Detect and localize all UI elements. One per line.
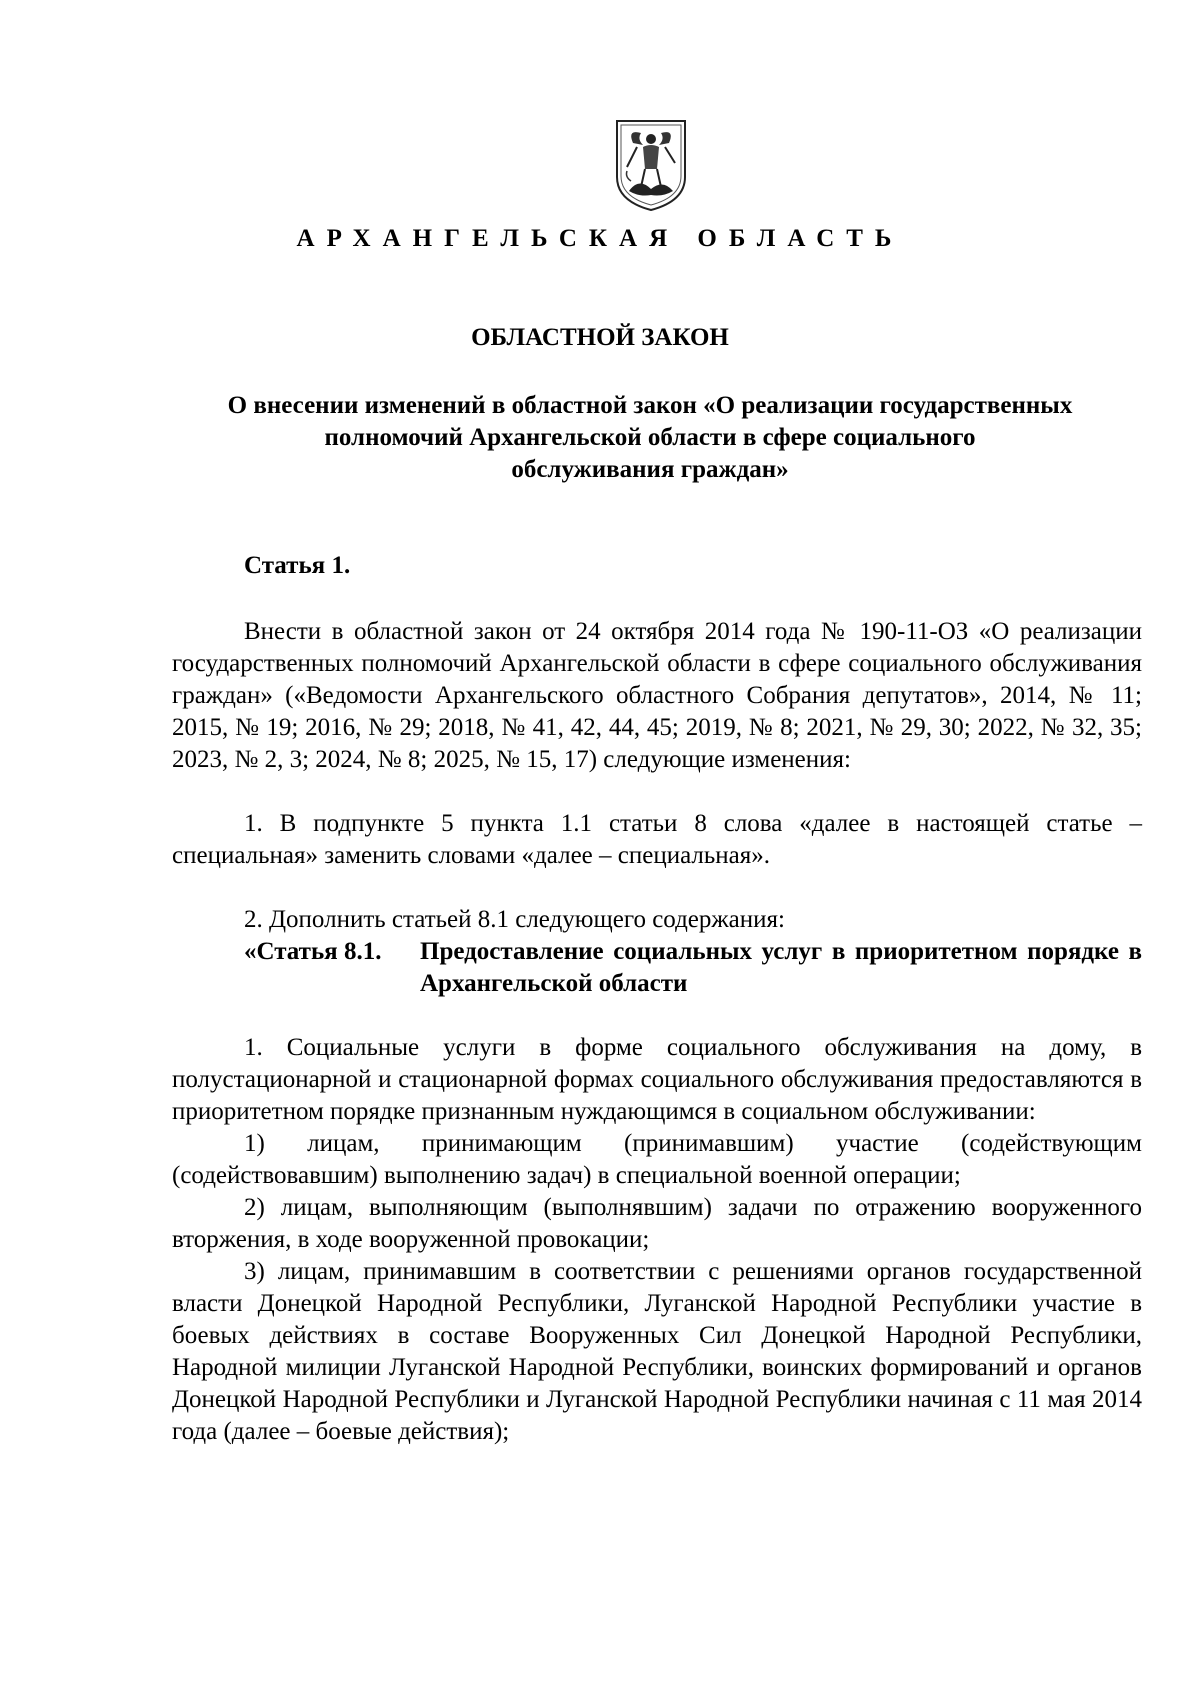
article-8-1-subitem-3: 3) лицам, принимавшим в соответствии с решениями органов государственной власти Донецкой Народной Республики, Луганской Народной Республики участие в боевых действиях в составе Вооруженных Сил Донецкой Народной Республики, Народной милиции Луганской Народной Республики, воинских формирований и органов Донецкой Народной Республики и Луганской Народной Республики начиная с 11 мая 2014 года (далее – боевые действия); — [172, 1258, 1142, 1445]
article-8-1-label: «Статья 8.1. — [244, 938, 382, 965]
amendment-item-1: 1. В подпункте 5 пункта 1.1 статьи 8 слова «далее в настоящей статье – специальная» заменить словами «далее – специальная». — [172, 810, 1142, 869]
law-title-line: полномочий Архангельской области в сфере социального — [324, 424, 976, 451]
region-name: АРХАНГЕЛЬСКАЯ ОБЛАСТЬ — [296, 225, 904, 252]
article-8-1-heading — [244, 936, 1142, 1000]
article-1-heading: Статья 1. — [244, 552, 351, 579]
law-title-line: О внесении изменений в областной закон «О реализации государственных — [227, 392, 1073, 419]
article-8-1-subitem-1: 1) лицам, принимающим (принимавшим) участие (содействующим (содействовавшим) выполнению задач) в специальной военной операции; — [172, 1130, 1142, 1189]
law-type: ОБЛАСТНОЙ ЗАКОН — [471, 324, 729, 351]
law-title — [170, 390, 1130, 486]
document-body — [172, 550, 1142, 1448]
article-8-1-subitem-2: 2) лицам, выполняющим (выполнявшим) задачи по отражению вооруженного вторжения, в ходе вооруженной провокации; — [172, 1194, 1142, 1253]
article-8-1-paragraph-1: 1. Социальные услуги в форме социального обслуживания на дому, в полустационарной и стационарной формах социального обслуживания предоставляются в приоритетном порядке признанным нуждающимся в социальном обслуживании: — [172, 1034, 1142, 1125]
article-8-1-title: Предоставление социальных услуг в приоритетном порядке в Архангельской области — [420, 938, 1142, 997]
amendment-item-2: 2. Дополнить статьей 8.1 следующего содержания: — [244, 906, 785, 933]
coat-of-arms-archangel-icon — [613, 117, 689, 213]
law-title-line: обслуживания граждан» — [511, 456, 789, 483]
article-1-intro: Внести в областной закон от 24 октября 2014 года № 190-11-ОЗ «О реализации государственных полномочий Архангельской области в сфере социального обслуживания граждан» («Ведомости Архангельского областного Собрания депутатов», 2014, № 11; 2015, № 19; 2016, № 29; 2018, № 41, 42, 44, 45; 2019, № 8; 2021, № 29, 30; 2022, № 32, 35; 2023, № 2, 3; 2024, № 8; 2025, № 15, 17) следующие изменения: — [172, 618, 1142, 773]
